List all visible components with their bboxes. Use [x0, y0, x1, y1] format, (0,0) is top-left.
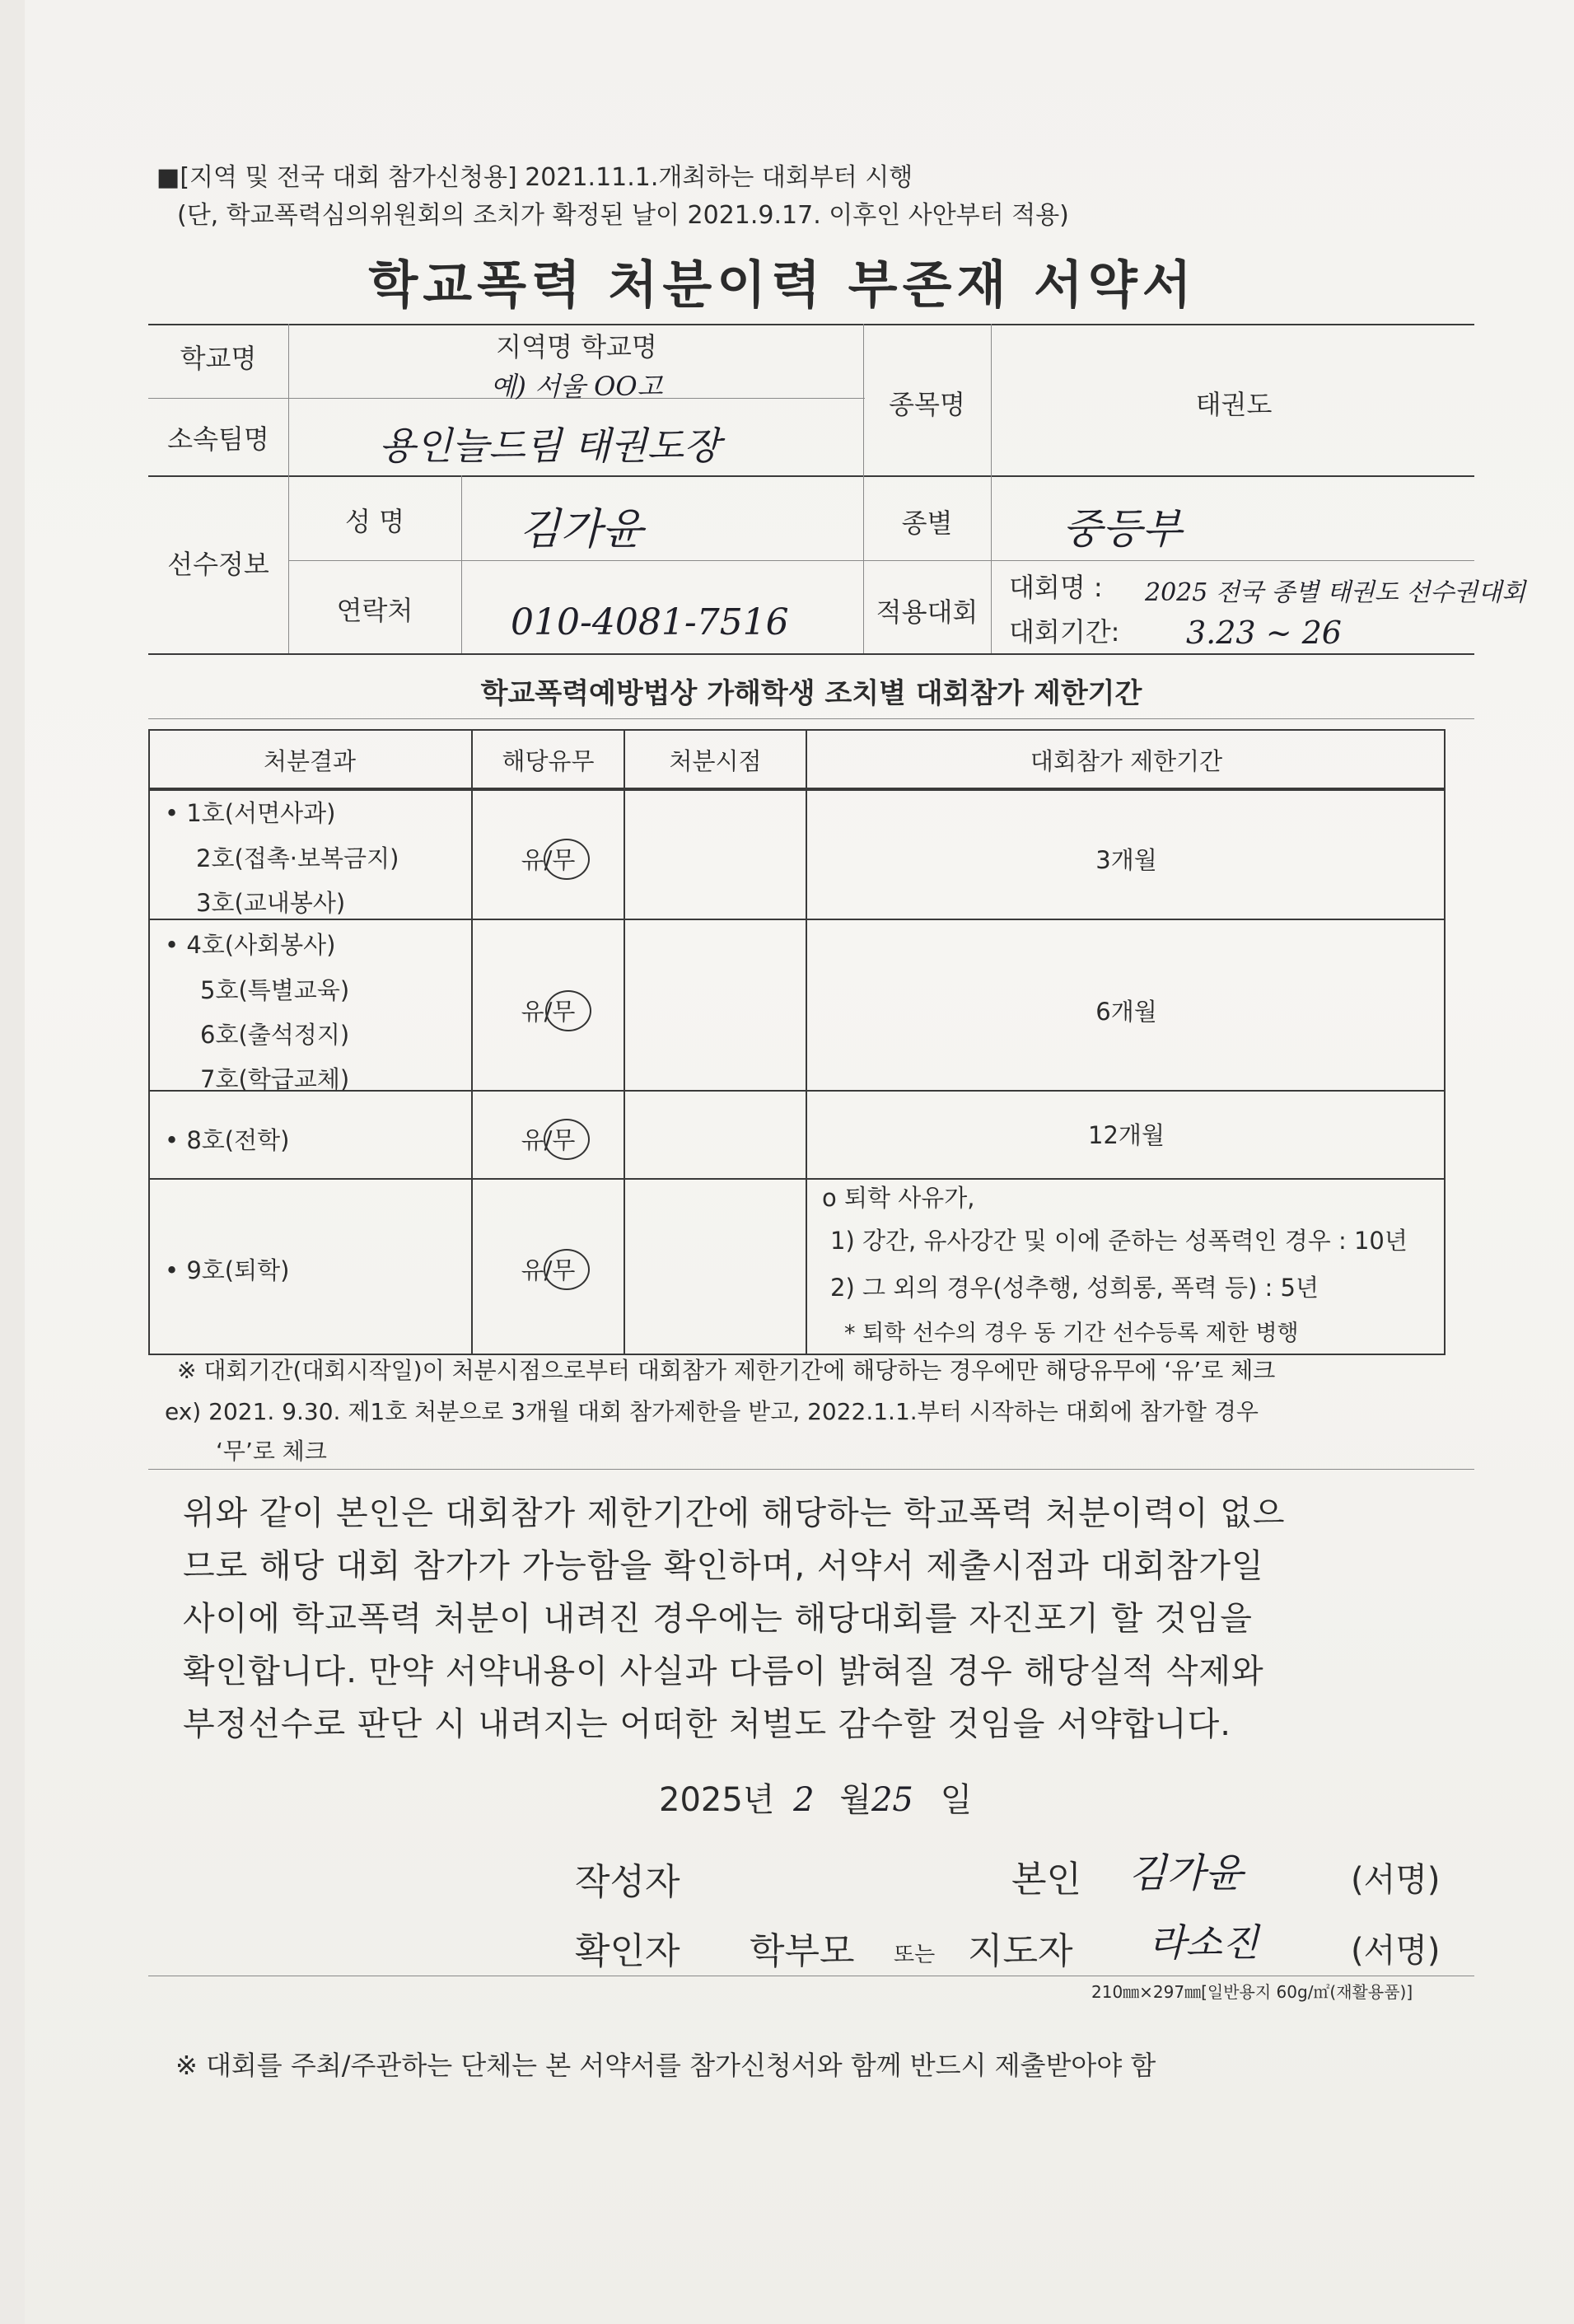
row3-item: • 8호(전학) [165, 1126, 290, 1154]
circle-mark [544, 1119, 590, 1160]
date-month: 2 [793, 1781, 815, 1819]
event-period-value: 3.23 ~ 26 [1186, 615, 1342, 651]
footnote-line-2: ex) 2021. 9.30. 제1호 처분으로 3개월 대회 참가제한을 받고, 2022.1.1.부터 시작하는 대회에 참가할 경우 [165, 1398, 1259, 1425]
seal-label-2: (서명) [1351, 1932, 1441, 1970]
header-applicable: 해당유무 [502, 747, 595, 775]
row3-period: 12개월 [1088, 1121, 1165, 1149]
date-month-label: 월 [839, 1781, 871, 1819]
writer-label: 작성자 [575, 1861, 680, 1903]
row4-period-line: o 퇴학 사유가, [822, 1184, 975, 1212]
school-hint: 지역명 학교명 [496, 331, 657, 362]
row4-period-line: * 퇴학 선수의 경우 동 기간 선수등록 제한 병행 [844, 1321, 1299, 1346]
date-day-label: 일 [940, 1781, 973, 1819]
header-result: 처분결과 [263, 747, 357, 775]
footnote-line-1: ※ 대회기간(대회시작일)이 처분시점으로부터 대회참가 제한기간에 해당하는 경우에만 해당유무에 ‘유’로 체크 [177, 1357, 1276, 1384]
name-value: 김가윤 [519, 505, 643, 554]
circle-mark [544, 839, 590, 880]
row4-period-line: 1) 강간, 유사강간 및 이에 준하는 성폭력인 경우 : 10년 [830, 1227, 1408, 1255]
pledge-line: 위와 같이 본인은 대회참가 제한기간에 해당하는 학교폭력 처분이력이 없으 [183, 1494, 1286, 1532]
info-vline [991, 324, 992, 653]
row2-period: 6개월 [1095, 998, 1157, 1026]
header-date: 처분시점 [669, 747, 762, 775]
team-value: 용인늘드림 태권도장 [379, 423, 721, 468]
row2-yn: 유/무 [521, 998, 576, 1026]
date-year: 2025 [659, 1781, 743, 1819]
coach-signature: 라소진 [1149, 1920, 1259, 1965]
contact-value: 010-4081-7516 [511, 601, 789, 643]
pledge-line: 므로 해당 대회 참가가 가능함을 확인하며, 서약서 제출시점과 대회참가일 [183, 1547, 1264, 1585]
row4-period-line: 2) 그 외의 경우(성추행, 성희롱, 폭력 등) : 5년 [830, 1274, 1319, 1302]
notice-line-1: ■[지역 및 전국 대회 참가신청용] 2021.11.1.개최하는 대회부터 시행 [156, 163, 913, 192]
row2-item: • 4호(사회봉사) [165, 931, 336, 959]
row4-yn: 유/무 [521, 1256, 576, 1284]
bottom-note: ※ 대회를 주최/주관하는 단체는 본 서약서를 참가신청서와 함께 반드시 제출받아야 함 [175, 2050, 1156, 2081]
date-year-label: 년 [742, 1781, 775, 1819]
notice-line-2: (단, 학교폭력심의위원회의 조치가 확정된 날이 2021.9.17. 이후인 사안부터 적용) [177, 201, 1069, 230]
circle-mark [544, 1249, 590, 1290]
coach-label: 지도자 [968, 1930, 1073, 1972]
division-label: 종별 [901, 507, 953, 539]
event-label: 적용대회 [876, 596, 978, 628]
paper-spec: 210㎜×297㎜[일반용지 60g/㎡(재활용품)] [1091, 1982, 1413, 2002]
self-label: 본인 [1011, 1859, 1082, 1901]
info-top-border [148, 324, 1474, 325]
row4-item: • 9호(퇴학) [165, 1256, 290, 1284]
self-signature: 김가윤 [1128, 1850, 1244, 1896]
school-label: 학교명 [180, 343, 257, 374]
parent-label: 학부모 [750, 1930, 855, 1972]
table-row-rule [148, 919, 1446, 920]
event-name-label: 대회명 : [1009, 572, 1103, 603]
table-col-rule [624, 729, 625, 1355]
pledge-line: 확인합니다. 만약 서약내용이 사실과 다름이 밝혀질 경우 해당실적 삭제와 [183, 1653, 1264, 1690]
footnote-line-3: ‘무’로 체크 [216, 1438, 327, 1465]
division-value: 중등부 [1063, 505, 1182, 553]
footnote-rule [148, 1469, 1474, 1470]
row1-item: 2호(접촉·보복금지) [196, 844, 399, 872]
player-label: 선수정보 [167, 549, 269, 580]
row2-item: 7호(학급교체) [200, 1065, 350, 1093]
header-period: 대회참가 제한기간 [1030, 747, 1223, 775]
or-label: 또는 [894, 1943, 936, 1967]
team-label: 소속팀명 [167, 423, 269, 455]
contact-label: 연락처 [336, 595, 413, 626]
table-col-rule [806, 729, 807, 1355]
caption-rule [148, 718, 1474, 719]
seal-label: (서명) [1351, 1861, 1441, 1899]
row2-item: 6호(출석정지) [200, 1021, 350, 1049]
circle-mark [545, 990, 591, 1031]
table-caption: 학교폭력예방법상 가해학생 조치별 대회참가 제한기간 [480, 677, 1142, 710]
date-line [659, 1774, 972, 1821]
date-day: 25 [871, 1781, 913, 1819]
confirmer-label: 확인자 [575, 1930, 680, 1972]
row3-yn: 유/무 [521, 1126, 576, 1154]
row1-yn: 유/무 [521, 846, 576, 874]
event-period-label: 대회기간: [1009, 616, 1120, 648]
info-vline [461, 475, 462, 653]
table-row-rule [148, 1178, 1446, 1180]
info-bottom-border [148, 653, 1474, 655]
table-header-rule [148, 788, 1446, 791]
name-label: 성 명 [345, 506, 404, 537]
sport-value: 태권도 [1195, 389, 1273, 420]
sport-label: 종목명 [889, 389, 965, 420]
info-divider [288, 560, 1474, 561]
event-name-value: 2025 전국 종별 태권도 선수권대회 [1145, 578, 1526, 607]
row1-item: 3호(교내봉사) [196, 889, 346, 917]
row1-item: • 1호(서면사과) [165, 799, 336, 827]
page-title: 학교폭력 처분이력 부존재 서약서 [368, 255, 1197, 315]
row2-item: 5호(특별교육) [200, 976, 350, 1004]
pledge-line: 사이에 학교폭력 처분이 내려진 경우에는 해당대회를 자진포기 할 것임을 [183, 1600, 1253, 1638]
pledge-line: 부정선수로 판단 시 내려지는 어떠한 처벌도 감수할 것임을 서약합니다. [183, 1705, 1231, 1743]
row1-period: 3개월 [1095, 846, 1157, 874]
info-divider [148, 475, 1474, 477]
school-example: 예) 서울 OO고 [490, 371, 663, 402]
